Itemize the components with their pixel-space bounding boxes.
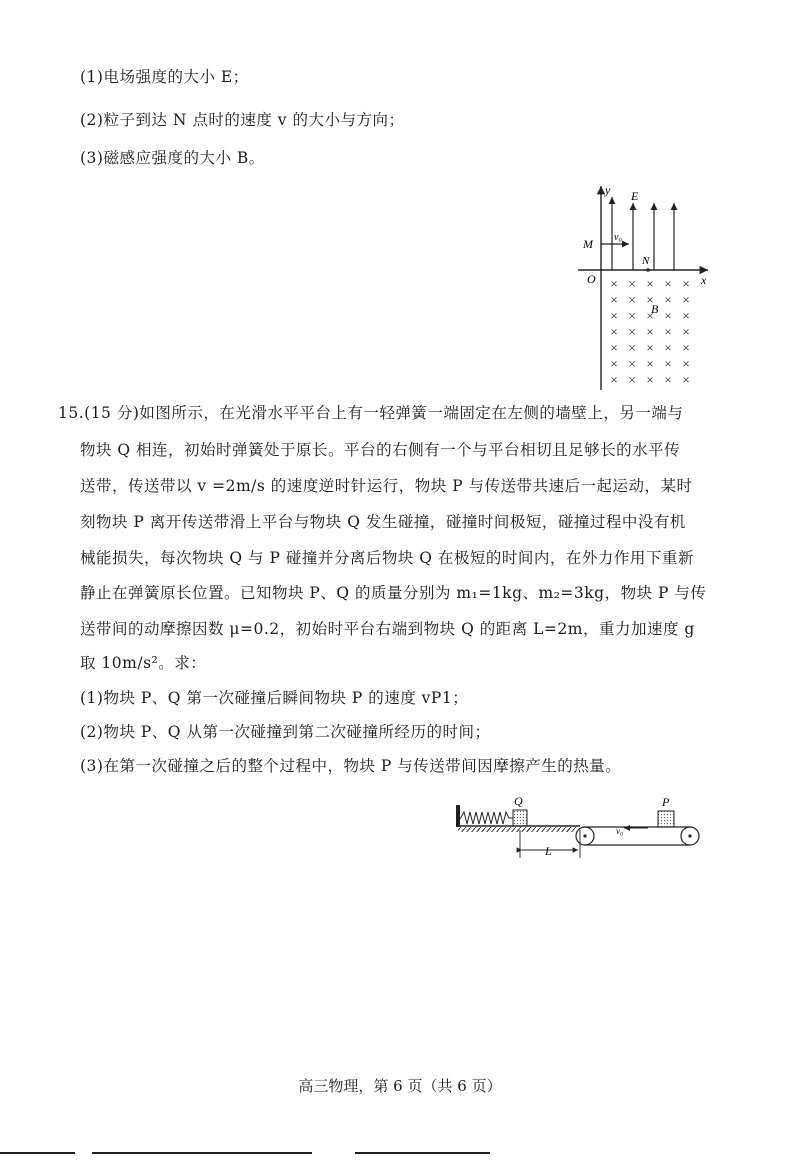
- q15-line-6: 静止在弹簧原长位置。已知物块 P、Q 的质量分别为 m₁=1kg、m₂=3kg，物块 P 与传: [80, 584, 707, 602]
- page-footer: 高三物理，第 6 页（共 6 页）: [298, 1077, 502, 1095]
- cross: ×: [682, 308, 690, 323]
- cross: ×: [628, 292, 636, 307]
- roller-axle-left: [583, 834, 586, 837]
- magnetic-field-crosses: [610, 276, 689, 387]
- conveyor-belt: [576, 827, 699, 845]
- cross: ×: [664, 276, 672, 291]
- cross: ×: [646, 340, 654, 355]
- cross: ×: [610, 356, 618, 371]
- label-B: B: [651, 302, 659, 316]
- label-y: y: [605, 183, 611, 197]
- cross: ×: [664, 372, 672, 387]
- cross: ×: [610, 276, 618, 291]
- roller-axle-right: [688, 834, 691, 837]
- label-Q: Q: [514, 794, 523, 808]
- label-O: O: [587, 272, 596, 286]
- cross: ×: [610, 340, 618, 355]
- cross: ×: [682, 292, 690, 307]
- cross: ×: [646, 372, 654, 387]
- cross: ×: [664, 340, 672, 355]
- cross: ×: [664, 292, 672, 307]
- cross: ×: [628, 276, 636, 291]
- cross: ×: [610, 308, 618, 323]
- q15-line-1: 15.(15 分)如图所示，在光滑水平平台上有一轻弹簧一端固定在左侧的墙壁上，另一端与: [58, 404, 684, 422]
- q15-line-4: 刻物块 P 离开传送带滑上平台与物块 Q 发生碰撞，碰撞时间极短，碰撞过程中没有机: [80, 513, 686, 531]
- q14-part-1: (1)电场强度的大小 E；: [80, 68, 249, 86]
- cross: ×: [628, 324, 636, 339]
- q15-part-3: (3)在第一次碰撞之后的整个过程中，物块 P 与传送带间因摩擦产生的热量。: [80, 757, 622, 775]
- block-Q: [513, 810, 527, 826]
- q15-conveyor-figure: [450, 785, 710, 865]
- bottom-rule-1: [0, 1152, 75, 1154]
- q15-line-7: 送带间的动摩擦因数 μ=0.2，初始时平台右端到物块 Q 的距离 L=2m，重力加速度 g: [80, 620, 695, 638]
- bottom-rule-2: [92, 1152, 312, 1154]
- label-L: L: [545, 844, 552, 858]
- q15-part-1: (1)物块 P、Q 第一次碰撞后瞬间物块 P 的速度 vP1；: [80, 689, 469, 707]
- cross: ×: [610, 372, 618, 387]
- q15-line-3: 送带，传送带以 v =2m/s 的速度逆时针运行，物块 P 与传送带共速后一起运动，某时: [80, 477, 693, 495]
- label-v0: v₀: [614, 232, 622, 243]
- q14-part-3: (3)磁感应强度的大小 B。: [80, 149, 265, 167]
- label-v0: v₀: [616, 826, 624, 836]
- label-M: M: [583, 237, 593, 251]
- cross: ×: [664, 324, 672, 339]
- cross: ×: [628, 356, 636, 371]
- cross: ×: [646, 292, 654, 307]
- q15-part-2: (2)物块 P、Q 从第一次碰撞到第二次碰撞所经历的时间；: [80, 723, 491, 741]
- label-P: P: [662, 795, 670, 809]
- cross: ×: [610, 292, 618, 307]
- label-x: x: [701, 273, 707, 287]
- cross: ×: [664, 356, 672, 371]
- q15-line-5: 械能损失，每次物块 Q 与 P 碰撞并分离后物块 Q 在极短的时间内，在外力作用下重新: [80, 549, 694, 567]
- cross: ×: [628, 340, 636, 355]
- q15-line-2: 物块 Q 相连，初始时弹簧处于原长。平台的右侧有一个与平台相切且足够长的水平传: [80, 441, 681, 459]
- cross: ×: [682, 324, 690, 339]
- cross: ×: [628, 372, 636, 387]
- cross: ×: [646, 276, 654, 291]
- wall: [456, 805, 460, 827]
- q15-line-8: 取 10m/s²。求：: [80, 654, 207, 672]
- cross: ×: [682, 356, 690, 371]
- cross: ×: [646, 308, 654, 323]
- spring: [460, 812, 513, 824]
- cross: ×: [646, 356, 654, 371]
- cross: ×: [664, 308, 672, 323]
- cross: ×: [646, 324, 654, 339]
- q14-part-2: (2)粒子到达 N 点时的速度 v 的大小与方向；: [80, 111, 405, 129]
- label-E: E: [631, 189, 639, 203]
- point-N: [646, 268, 650, 272]
- cross: ×: [682, 372, 690, 387]
- cross: ×: [682, 340, 690, 355]
- label-N: N: [642, 255, 650, 267]
- q14-field-figure: [570, 180, 720, 390]
- bottom-rule-3: [355, 1152, 490, 1154]
- block-P: [658, 811, 674, 827]
- cross: ×: [628, 308, 636, 323]
- platform-hatch: [458, 827, 580, 832]
- cross: ×: [610, 324, 618, 339]
- cross: ×: [682, 276, 690, 291]
